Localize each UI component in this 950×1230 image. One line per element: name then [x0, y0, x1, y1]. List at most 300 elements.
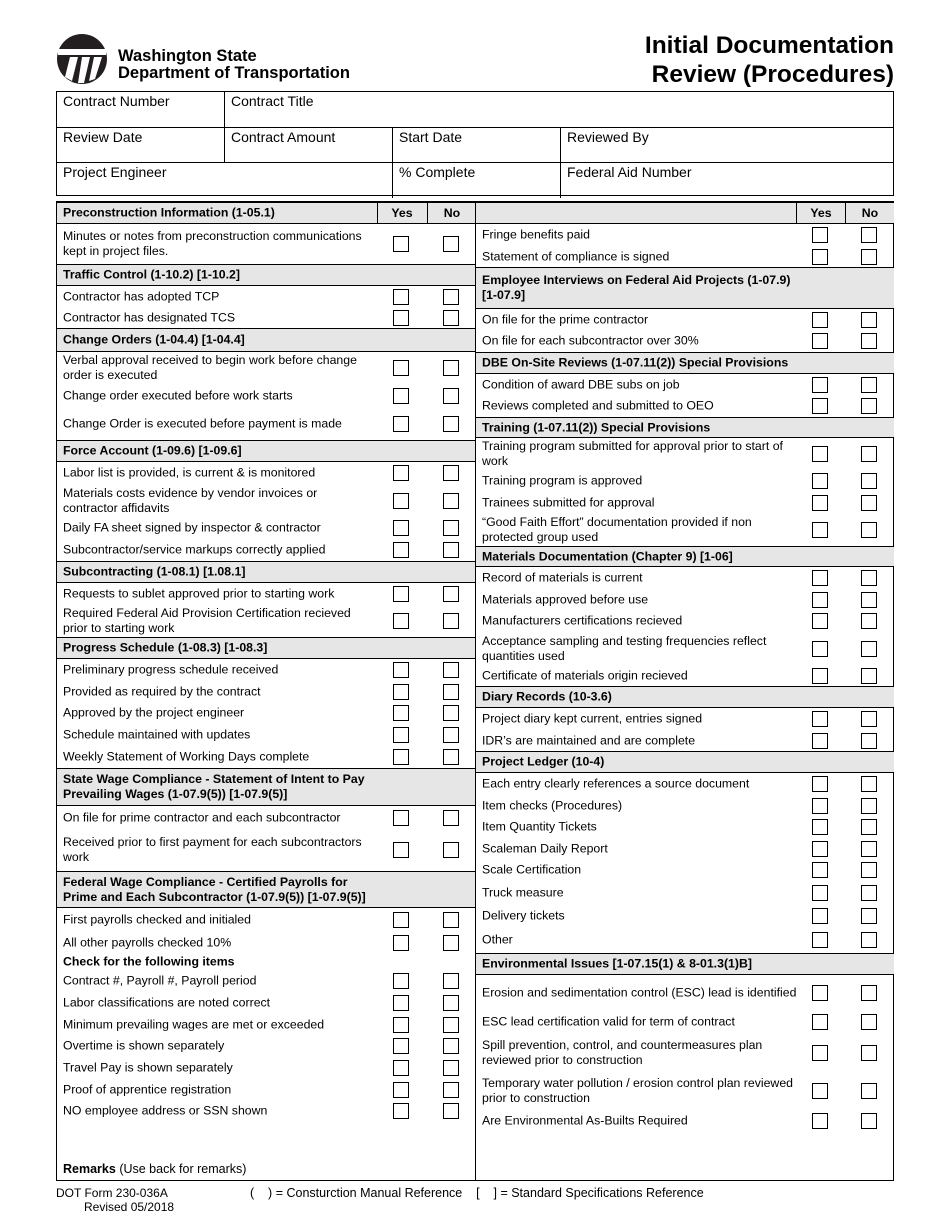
no-checkbox[interactable]: [861, 1113, 877, 1129]
checklist-item: [57, 746, 475, 768]
section-header: [476, 546, 894, 567]
no-checkbox[interactable]: [443, 360, 459, 376]
no-checkbox[interactable]: [443, 388, 459, 404]
section-header: [476, 953, 894, 975]
no-column-header: No: [861, 206, 879, 220]
section-title-check-for-the-following-items: Check for the following items: [63, 954, 235, 969]
checklist-item: [57, 829, 475, 871]
yes-checkbox[interactable]: [393, 1038, 409, 1054]
checklist-item: [476, 708, 894, 730]
item-label-record-of-materials-is-current: Record of materials is current: [482, 570, 643, 585]
no-column-header: No: [443, 206, 461, 220]
item-label-contractor-has-adopted-tcp: Contractor has adopted TCP: [63, 289, 220, 303]
item-label-weekly-statement-of-working-days-complet: Weekly Statement of Working Days complete: [63, 749, 310, 764]
percent-complete-field[interactable]: [392, 163, 560, 198]
yes-checkbox[interactable]: [393, 360, 409, 376]
checklist-table: [56, 201, 894, 1181]
title-line2: Review (Procedures): [651, 61, 894, 88]
form-revised: Revised 05/2018: [84, 1200, 175, 1214]
no-checkbox[interactable]: [861, 1083, 877, 1099]
yes-checkbox[interactable]: [812, 641, 828, 657]
item-label-erosion-and-sedimentation-control-esc-le: Erosion and sedimentation control (ESC) lead is identified: [482, 985, 797, 1000]
item-label-overtime-is-shown-separately: Overtime is shown separately: [63, 1038, 225, 1053]
no-checkbox[interactable]: [861, 473, 877, 489]
no-checkbox[interactable]: [861, 592, 877, 608]
item-label-manufacturers-certifications-recieved: Manufacturers certifications recieved: [482, 613, 683, 628]
no-checkbox[interactable]: [443, 1038, 459, 1054]
percent-complete-label: % Complete: [399, 164, 476, 180]
no-checkbox[interactable]: [861, 733, 877, 749]
no-checkbox[interactable]: [443, 973, 459, 989]
yes-column-header: Yes: [391, 206, 413, 220]
item-label-are-environmental-as-builts-required: Are Environmental As-Builts Required: [482, 1113, 688, 1127]
checklist-item: [57, 408, 475, 440]
item-label-temporary-water-pollution-erosion-contro: Temporary water pollution / erosion control plan reviewed prior to construction: [482, 1076, 793, 1105]
section-title-federal-wage-compliance-certified-payrol: Federal Wage Compliance - Certified Payrolls for Prime and Each Subcontractor (1-07.9(5)) [1-07.9(5)]: [63, 874, 366, 904]
yes-checkbox[interactable]: [393, 912, 409, 928]
no-checkbox[interactable]: [861, 668, 877, 684]
org-line2: Department of Transportation: [118, 64, 350, 82]
wsdot-logo: [56, 33, 356, 85]
yes-checkbox[interactable]: [812, 446, 828, 462]
yes-checkbox[interactable]: [812, 798, 828, 814]
no-checkbox[interactable]: [861, 398, 877, 414]
checklist-item: [476, 881, 894, 905]
section-title-diary-records-10-3-6: Diary Records (10-3.6): [482, 689, 612, 704]
item-label-item-quantity-tickets: Item Quantity Tickets: [482, 819, 597, 834]
no-checkbox[interactable]: [443, 662, 459, 678]
checklist-item: [57, 286, 475, 307]
item-label-labor-classifications-are-noted-correct: Labor classifications are noted correct: [63, 995, 271, 1010]
section-header: [57, 202, 475, 224]
item-label-spill-prevention-control-and-countermeas: Spill prevention, control, and countermeasures plan reviewed prior to construction: [482, 1037, 763, 1067]
item-label-contractor-has-designated-tcs: Contractor has designated TCS: [63, 310, 236, 324]
item-label-good-faith-effort-documentation-provided: “Good Faith Effort” documentation provided if non protected group used: [482, 514, 752, 544]
item-label-condition-of-award-dbe-subs-on-job: Condition of award DBE subs on job: [482, 377, 680, 391]
federal-aid-number-label: Federal Aid Number: [567, 164, 692, 180]
no-checkbox[interactable]: [861, 570, 877, 586]
contract-number-field[interactable]: [57, 92, 224, 127]
checklist-item: [57, 604, 475, 637]
remarks-note: (Use back for remarks): [119, 1162, 247, 1176]
yes-checkbox[interactable]: [812, 1014, 828, 1030]
item-label-proof-of-apprentice-registration: Proof of apprentice registration: [63, 1082, 232, 1096]
yes-checkbox[interactable]: [812, 1113, 828, 1129]
checklist-item: [476, 1072, 894, 1110]
project-engineer-field[interactable]: [57, 163, 392, 198]
item-label-provided-as-required-by-the-contract: Provided as required by the contract: [63, 684, 261, 698]
checklist-item: [57, 1014, 475, 1035]
no-checkbox[interactable]: [861, 613, 877, 629]
checklist-item: [476, 773, 894, 795]
yes-checkbox[interactable]: [393, 662, 409, 678]
checklist-item: [476, 513, 894, 546]
checklist-item: [476, 795, 894, 816]
yes-checkbox[interactable]: [393, 973, 409, 989]
form-footer: [56, 1186, 174, 1214]
item-label-change-order-executed-before-work-starts: Change order executed before work starts: [63, 388, 293, 403]
yes-checkbox[interactable]: [812, 522, 828, 538]
section-header: [476, 267, 894, 309]
form-number: DOT Form 230-036A: [56, 1186, 168, 1200]
item-label-idr-s-are-maintained-and-are-complete: IDR’s are maintained and are complete: [482, 733, 696, 747]
section-title-materials-documentation-chapter-9-1-06: Materials Documentation (Chapter 9) [1-06]: [482, 549, 733, 563]
checklist-item: [476, 905, 894, 927]
yes-column-header: Yes: [810, 206, 832, 220]
checklist-item: [476, 395, 894, 417]
checklist-item: [476, 975, 894, 1011]
yes-checkbox[interactable]: [812, 819, 828, 835]
no-checkbox[interactable]: [861, 312, 877, 328]
checklist-item: [476, 927, 894, 953]
checklist-item: [476, 246, 894, 267]
checklist-item: [57, 539, 475, 561]
checklist-subheading: [57, 954, 475, 970]
checklist-item: [57, 702, 475, 724]
no-checkbox[interactable]: [861, 841, 877, 857]
section-header: [476, 751, 894, 773]
checklist-item: [57, 724, 475, 746]
checklist-item: [57, 1057, 475, 1079]
item-label-materials-approved-before-use: Materials approved before use: [482, 592, 649, 606]
contract-amount-label: Contract Amount: [231, 129, 336, 145]
section-title-subcontracting-1-08-1-1-08-1: Subcontracting (1-08.1) [1.08.1]: [63, 564, 246, 579]
checklist-item: [476, 589, 894, 610]
yes-checkbox[interactable]: [393, 810, 409, 826]
section-header: [57, 561, 475, 583]
no-checkbox[interactable]: [443, 935, 459, 951]
checklist-left-column: [57, 202, 476, 1180]
checklist-item: [57, 307, 475, 328]
yes-checkbox[interactable]: [393, 542, 409, 558]
section-title-employee-interviews-on-federal-aid-proje: Employee Interviews on Federal Aid Projects (1-07.9) [1-07.9]: [482, 273, 791, 302]
no-checkbox[interactable]: [443, 842, 459, 858]
item-label-minutes-or-notes-from-preconstruction-co: Minutes or notes from preconstruction communications kept in project files.: [63, 229, 362, 258]
checklist-item: [476, 665, 894, 686]
no-checkbox[interactable]: [861, 249, 877, 265]
yes-checkbox[interactable]: [812, 592, 828, 608]
reviewed-by-label: Reviewed By: [567, 129, 649, 145]
header-fields: [56, 91, 894, 196]
yes-checkbox[interactable]: [393, 520, 409, 536]
section-title-progress-schedule-1-08-3-1-08-3: Progress Schedule (1-08.3) [1-08.3]: [63, 640, 268, 655]
checklist-item: [57, 517, 475, 539]
checklist-item: [476, 374, 894, 395]
no-checkbox[interactable]: [443, 520, 459, 536]
item-label-first-payrolls-checked-and-initialed: First payrolls checked and initialed: [63, 912, 251, 927]
yes-checkbox[interactable]: [812, 1045, 828, 1061]
section-title-change-orders-1-04-4-1-04-4: Change Orders (1-04.4) [1-04.4]: [63, 332, 245, 347]
yes-checkbox[interactable]: [393, 310, 409, 326]
no-checkbox[interactable]: [443, 727, 459, 743]
start-date-label: Start Date: [399, 129, 463, 145]
yes-checkbox[interactable]: [812, 613, 828, 629]
no-checkbox[interactable]: [861, 227, 877, 243]
no-checkbox[interactable]: [861, 885, 877, 901]
item-label-item-checks-procedures: Item checks (Procedures): [482, 798, 623, 812]
item-label-on-file-for-prime-contractor-and-each-su: On file for prime contractor and each subcontractor: [63, 810, 341, 824]
yes-checkbox[interactable]: [393, 1103, 409, 1119]
yes-checkbox[interactable]: [393, 935, 409, 951]
no-checkbox[interactable]: [443, 1017, 459, 1033]
item-label-materials-costs-evidence-by-vendor-invoi: Materials costs evidence by vendor invoices or contractor affidavits: [63, 485, 318, 515]
section-header: [476, 352, 894, 374]
no-checkbox[interactable]: [443, 613, 459, 629]
item-label-change-order-is-executed-before-payment-: Change Order is executed before payment is made: [63, 416, 342, 431]
section-title-dbe-on-site-reviews-1-07-11-2-special-pr: DBE On-Site Reviews (1-07.11(2)) Special Provisions: [482, 355, 789, 370]
no-checkbox[interactable]: [443, 310, 459, 326]
checklist-item: [476, 859, 894, 881]
yes-checkbox[interactable]: [812, 377, 828, 393]
checklist-item: [57, 992, 475, 1014]
yes-checkbox[interactable]: [393, 1060, 409, 1076]
section-title-preconstruction-information-1-05-1: Preconstruction Information (1-05.1): [63, 205, 275, 220]
item-label-contract-payroll-payroll-period: Contract #, Payroll #, Payroll period: [63, 973, 257, 988]
yes-checkbox[interactable]: [812, 862, 828, 878]
item-label-training-program-submitted-for-approval-: Training program submitted for approval prior to start of work: [482, 439, 783, 468]
no-checkbox[interactable]: [443, 542, 459, 558]
checklist-item: [57, 681, 475, 702]
checklist-item: [476, 1110, 894, 1131]
no-checkbox[interactable]: [861, 377, 877, 393]
no-checkbox[interactable]: [861, 522, 877, 538]
checklist-item: [476, 567, 894, 589]
reviewed-by-field[interactable]: [560, 128, 895, 163]
no-checkbox[interactable]: [443, 684, 459, 700]
no-checkbox[interactable]: [861, 495, 877, 511]
section-header: [57, 637, 475, 659]
item-label-fringe-benefits-paid: Fringe benefits paid: [482, 227, 591, 242]
checklist-item: [476, 730, 894, 751]
yes-checkbox[interactable]: [393, 684, 409, 700]
no-checkbox[interactable]: [861, 798, 877, 814]
review-date-field[interactable]: [57, 128, 224, 163]
item-label-statement-of-compliance-is-signed: Statement of compliance is signed: [482, 249, 670, 263]
no-checkbox[interactable]: [861, 819, 877, 835]
checklist-item: [57, 484, 475, 517]
checklist-item: [57, 970, 475, 992]
checklist-item: [476, 1033, 894, 1072]
yes-checkbox[interactable]: [393, 1017, 409, 1033]
yes-checkbox[interactable]: [393, 493, 409, 509]
title-line1: Initial Documentation: [644, 32, 894, 59]
yes-checkbox[interactable]: [393, 465, 409, 481]
item-label-all-other-payrolls-checked-10: All other payrolls checked 10%: [63, 935, 232, 950]
no-checkbox[interactable]: [443, 465, 459, 481]
checklist-item: [57, 1035, 475, 1057]
item-label-scale-certification: Scale Certification: [482, 862, 582, 877]
item-label-subcontractor-service-markups-correctly-: Subcontractor/service markups correctly applied: [63, 542, 326, 557]
section-title-project-ledger-10-4: Project Ledger (10-4): [482, 754, 605, 769]
item-label-schedule-maintained-with-updates: Schedule maintained with updates: [63, 727, 251, 742]
yes-checkbox[interactable]: [812, 668, 828, 684]
yes-checkbox[interactable]: [393, 705, 409, 721]
no-checkbox[interactable]: [861, 446, 877, 462]
checklist-item: [57, 932, 475, 954]
item-label-delivery-tickets: Delivery tickets: [482, 908, 565, 923]
contract-title-field[interactable]: [224, 92, 895, 127]
no-checkbox[interactable]: [861, 862, 877, 878]
section-title-environmental-issues-1-07-15-1-8-01-3-1-: Environmental Issues [1-07.15(1) & 8-01.3(1)B]: [482, 956, 752, 971]
remarks-row[interactable]: [56, 1160, 894, 1181]
yes-checkbox[interactable]: [812, 495, 828, 511]
checklist-item: [57, 384, 475, 408]
no-checkbox[interactable]: [861, 1014, 877, 1030]
yes-checkbox[interactable]: [812, 570, 828, 586]
item-label-requests-to-sublet-approved-prior-to-sta: Requests to sublet approved prior to starting work: [63, 586, 335, 600]
item-label-on-file-for-each-subcontractor-over-30: On file for each subcontractor over 30%: [482, 333, 699, 348]
section-header: [57, 768, 475, 806]
yes-checkbox[interactable]: [812, 733, 828, 749]
yes-checkbox[interactable]: [812, 885, 828, 901]
wsdot-logo-icon: [56, 33, 108, 85]
section-header: [57, 264, 475, 286]
no-checkbox[interactable]: [443, 1060, 459, 1076]
no-checkbox[interactable]: [861, 985, 877, 1001]
checklist-item: [57, 224, 475, 264]
no-checkbox[interactable]: [443, 493, 459, 509]
section-header: [57, 440, 475, 462]
no-checkbox[interactable]: [443, 995, 459, 1011]
no-checkbox[interactable]: [443, 236, 459, 252]
item-label-certificate-of-materials-origin-recieved: Certificate of materials origin recieved: [482, 668, 688, 682]
section-title-training-1-07-11-2-special-provisions: Training (1-07.11(2)) Special Provisions: [482, 420, 711, 434]
section-header: [57, 328, 475, 352]
item-label-approved-by-the-project-engineer: Approved by the project engineer: [63, 705, 245, 720]
checklist-item: [57, 462, 475, 484]
reference-legend: ( ) = Consturction Manual Reference [ ] = Standard Specifications Reference: [250, 1186, 704, 1200]
no-checkbox[interactable]: [861, 908, 877, 924]
item-label-other: Other: [482, 932, 513, 947]
item-label-acceptance-sampling-and-testing-frequenc: Acceptance sampling and testing frequencies reflect quantities used: [482, 633, 767, 663]
yes-checkbox[interactable]: [812, 908, 828, 924]
contract-number-label: Contract Number: [63, 93, 170, 109]
section-header: [476, 417, 894, 438]
item-label-no-employee-address-or-ssn-shown: NO employee address or SSN shown: [63, 1103, 268, 1118]
start-date-field[interactable]: [392, 128, 560, 163]
yes-checkbox[interactable]: [393, 749, 409, 765]
checklist-item: [57, 1100, 475, 1122]
remarks-label: Remarks: [63, 1162, 116, 1176]
item-label-preliminary-progress-schedule-received: Preliminary progress schedule received: [63, 662, 279, 677]
checklist-item: [476, 309, 894, 330]
section-header: [57, 871, 475, 908]
no-checkbox[interactable]: [443, 1103, 459, 1119]
item-label-minimum-prevailing-wages-are-met-or-exce: Minimum prevailing wages are met or exceeded: [63, 1017, 325, 1031]
yes-checkbox[interactable]: [393, 995, 409, 1011]
checklist-item: [476, 224, 894, 246]
no-checkbox[interactable]: [443, 289, 459, 305]
no-checkbox[interactable]: [861, 1045, 877, 1061]
item-label-project-diary-kept-current-entries-signe: Project diary kept current, entries signed: [482, 711, 703, 726]
no-checkbox[interactable]: [861, 641, 877, 657]
item-label-reviews-completed-and-submitted-to-oeo: Reviews completed and submitted to OEO: [482, 398, 714, 413]
no-checkbox[interactable]: [443, 749, 459, 765]
yes-checkbox[interactable]: [812, 227, 828, 243]
no-checkbox[interactable]: [443, 586, 459, 602]
checklist-item: [476, 838, 894, 859]
checklist-item: [476, 492, 894, 513]
checklist-item: [57, 908, 475, 932]
item-label-esc-lead-certification-valid-for-term-of: ESC lead certification valid for term of contract: [482, 1014, 735, 1029]
item-label-labor-list-is-provided-is-current-is-mon: Labor list is provided, is current & is monitored: [63, 465, 316, 480]
checklist-item: [57, 806, 475, 829]
checklist-item: [476, 1011, 894, 1033]
checklist-item: [476, 610, 894, 632]
org-line1: Washington State: [118, 47, 257, 65]
section-header: [476, 686, 894, 708]
item-label-received-prior-to-first-payment-for-each: Received prior to first payment for each subcontractors work: [63, 835, 362, 864]
section-title-traffic-control-1-10-2-1-10-2: Traffic Control (1-10.2) [1-10.2]: [63, 267, 240, 282]
item-label-daily-fa-sheet-signed-by-inspector-contr: Daily FA sheet signed by inspector & contractor: [63, 520, 321, 535]
yes-checkbox[interactable]: [393, 1082, 409, 1098]
yes-checkbox[interactable]: [812, 932, 828, 948]
yes-checkbox[interactable]: [812, 473, 828, 489]
no-checkbox[interactable]: [861, 711, 877, 727]
no-checkbox[interactable]: [443, 1082, 459, 1098]
yes-checkbox[interactable]: [393, 727, 409, 743]
page-title: [645, 31, 894, 89]
no-checkbox[interactable]: [443, 912, 459, 928]
no-checkbox[interactable]: [443, 705, 459, 721]
item-label-scaleman-daily-report: Scaleman Daily Report: [482, 841, 608, 855]
yes-checkbox[interactable]: [812, 312, 828, 328]
yes-checkbox[interactable]: [393, 613, 409, 629]
yes-checkbox[interactable]: [812, 985, 828, 1001]
yes-checkbox[interactable]: [812, 1083, 828, 1099]
checklist-item: [476, 632, 894, 665]
review-date-label: Review Date: [63, 129, 143, 145]
yes-checkbox[interactable]: [812, 711, 828, 727]
item-label-each-entry-clearly-references-a-source-d: Each entry clearly references a source document: [482, 776, 750, 791]
section-header: [476, 202, 894, 224]
yes-checkbox[interactable]: [812, 249, 828, 265]
item-label-on-file-for-the-prime-contractor: On file for the prime contractor: [482, 312, 649, 326]
item-label-verbal-approval-received-to-begin-work-b: Verbal approval received to begin work before change order is executed: [63, 353, 357, 382]
yes-checkbox[interactable]: [393, 586, 409, 602]
no-checkbox[interactable]: [443, 810, 459, 826]
yes-checkbox[interactable]: [812, 398, 828, 414]
yes-checkbox[interactable]: [812, 333, 828, 349]
yes-checkbox[interactable]: [812, 776, 828, 792]
yes-checkbox[interactable]: [393, 388, 409, 404]
no-checkbox[interactable]: [861, 932, 877, 948]
item-label-required-federal-aid-provision-certifica: Required Federal Aid Provision Certification recieved prior to starting work: [63, 605, 351, 635]
item-label-trainees-submitted-for-approval: Trainees submitted for approval: [482, 495, 655, 509]
checklist-item: [57, 352, 475, 384]
section-title-state-wage-compliance-statement-of-inten: State Wage Compliance - Statement of Intent to Pay Prevailing Wages (1-07.9(5)) [1-07.9(5)]: [63, 772, 365, 801]
no-checkbox[interactable]: [861, 333, 877, 349]
yes-checkbox[interactable]: [393, 842, 409, 858]
item-label-truck-measure: Truck measure: [482, 885, 564, 900]
yes-checkbox[interactable]: [812, 841, 828, 857]
project-engineer-label: Project Engineer: [63, 164, 167, 180]
yes-checkbox[interactable]: [393, 236, 409, 252]
checklist-item: [57, 659, 475, 681]
checklist-item: [476, 816, 894, 838]
contract-amount-field[interactable]: [224, 128, 392, 163]
checklist-item: [476, 438, 894, 470]
contract-title-label: Contract Title: [231, 93, 314, 109]
yes-checkbox[interactable]: [393, 289, 409, 305]
yes-checkbox[interactable]: [393, 416, 409, 432]
no-checkbox[interactable]: [861, 776, 877, 792]
checklist-right-column: [476, 202, 894, 1180]
item-label-training-program-is-approved: Training program is approved: [482, 473, 643, 488]
section-title-force-account-1-09-6-1-09-6: Force Account (1-09.6) [1-09.6]: [63, 443, 242, 458]
no-checkbox[interactable]: [443, 416, 459, 432]
federal-aid-number-field[interactable]: [560, 163, 895, 198]
